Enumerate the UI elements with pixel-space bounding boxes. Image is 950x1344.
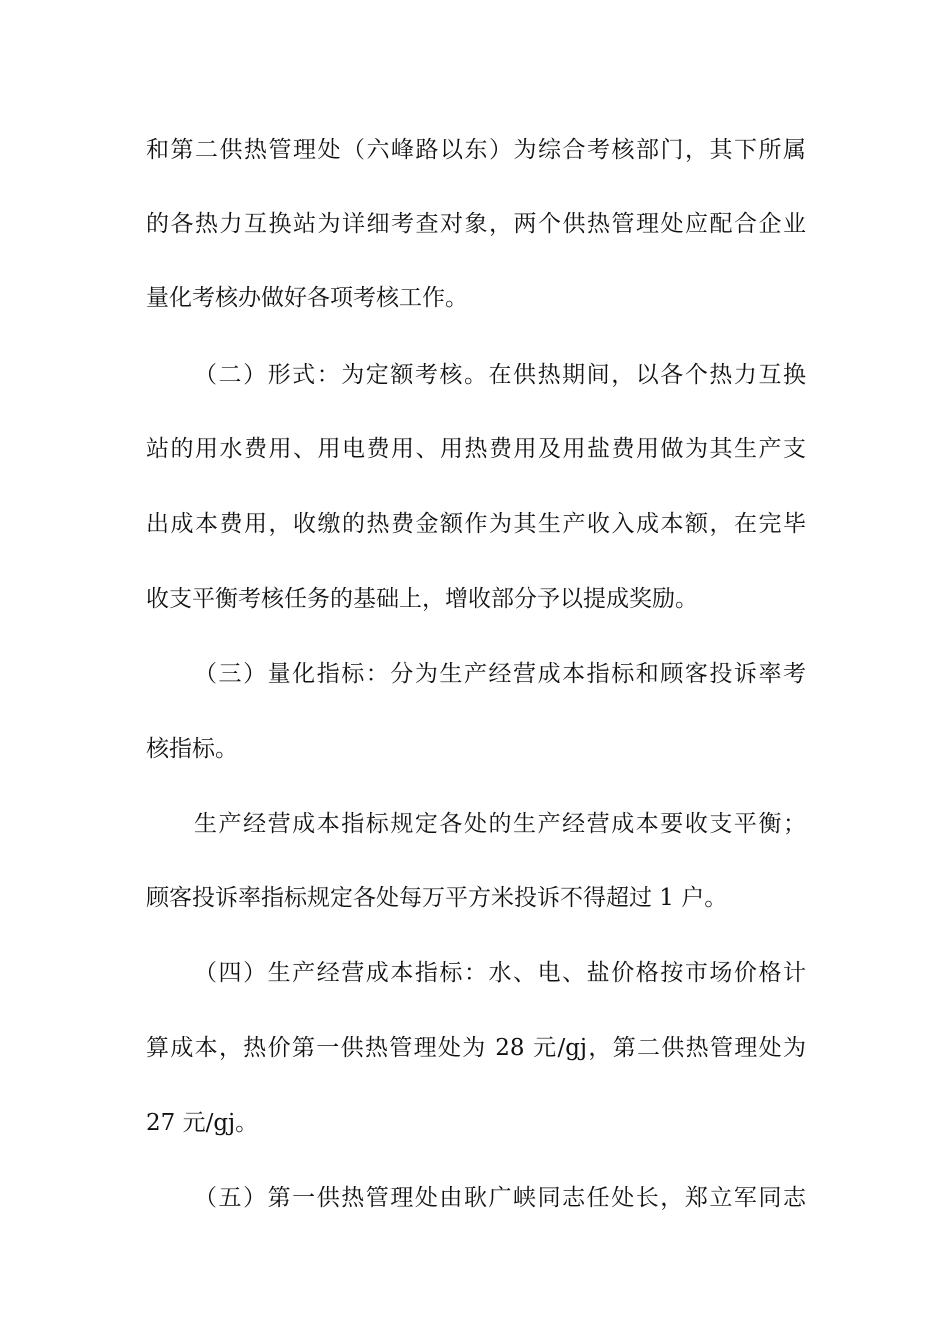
text-line: （三）量化指标：分为生产经营成本指标和顾客投诉率考	[194, 661, 806, 687]
text-line: （五）第一供热管理处由耿广峡同志任处长，郑立军同志	[194, 1185, 806, 1211]
text-line: 27 元/gj。	[146, 1110, 259, 1136]
text-line: 顾客投诉率指标规定各处每万平方米投诉不得超过 1 户。	[146, 885, 728, 911]
text-line: 收支平衡考核任务的基础上，增收部分予以提成奖励。	[146, 586, 698, 612]
text-line: 站的用水费用、用电费用、用热费用及用盐费用做为其生产支	[146, 436, 806, 462]
text-line: （四）生产经营成本指标：水、电、盐价格按市场价格计	[194, 960, 806, 986]
text-line: （二）形式：为定额考核。在供热期间，以各个热力互换	[194, 362, 806, 388]
text-line: 和第二供热管理处（六峰路以东）为综合考核部门，其下所属	[146, 137, 806, 163]
text-line: 生产经营成本指标规定各处的生产经营成本要收支平衡；	[194, 811, 806, 837]
text-line: 核指标。	[146, 736, 238, 762]
text-line: 出成本费用，收缴的热费金额作为其生产收入成本额，在完毕	[146, 511, 806, 537]
text-line: 量化考核办做好各项考核工作。	[146, 285, 468, 311]
text-line: 的各热力互换站为详细考查对象，两个供热管理处应配合企业	[146, 211, 806, 237]
text-line: 算成本，热价第一供热管理处为 28 元/gj，第二供热管理处为	[146, 1035, 806, 1061]
